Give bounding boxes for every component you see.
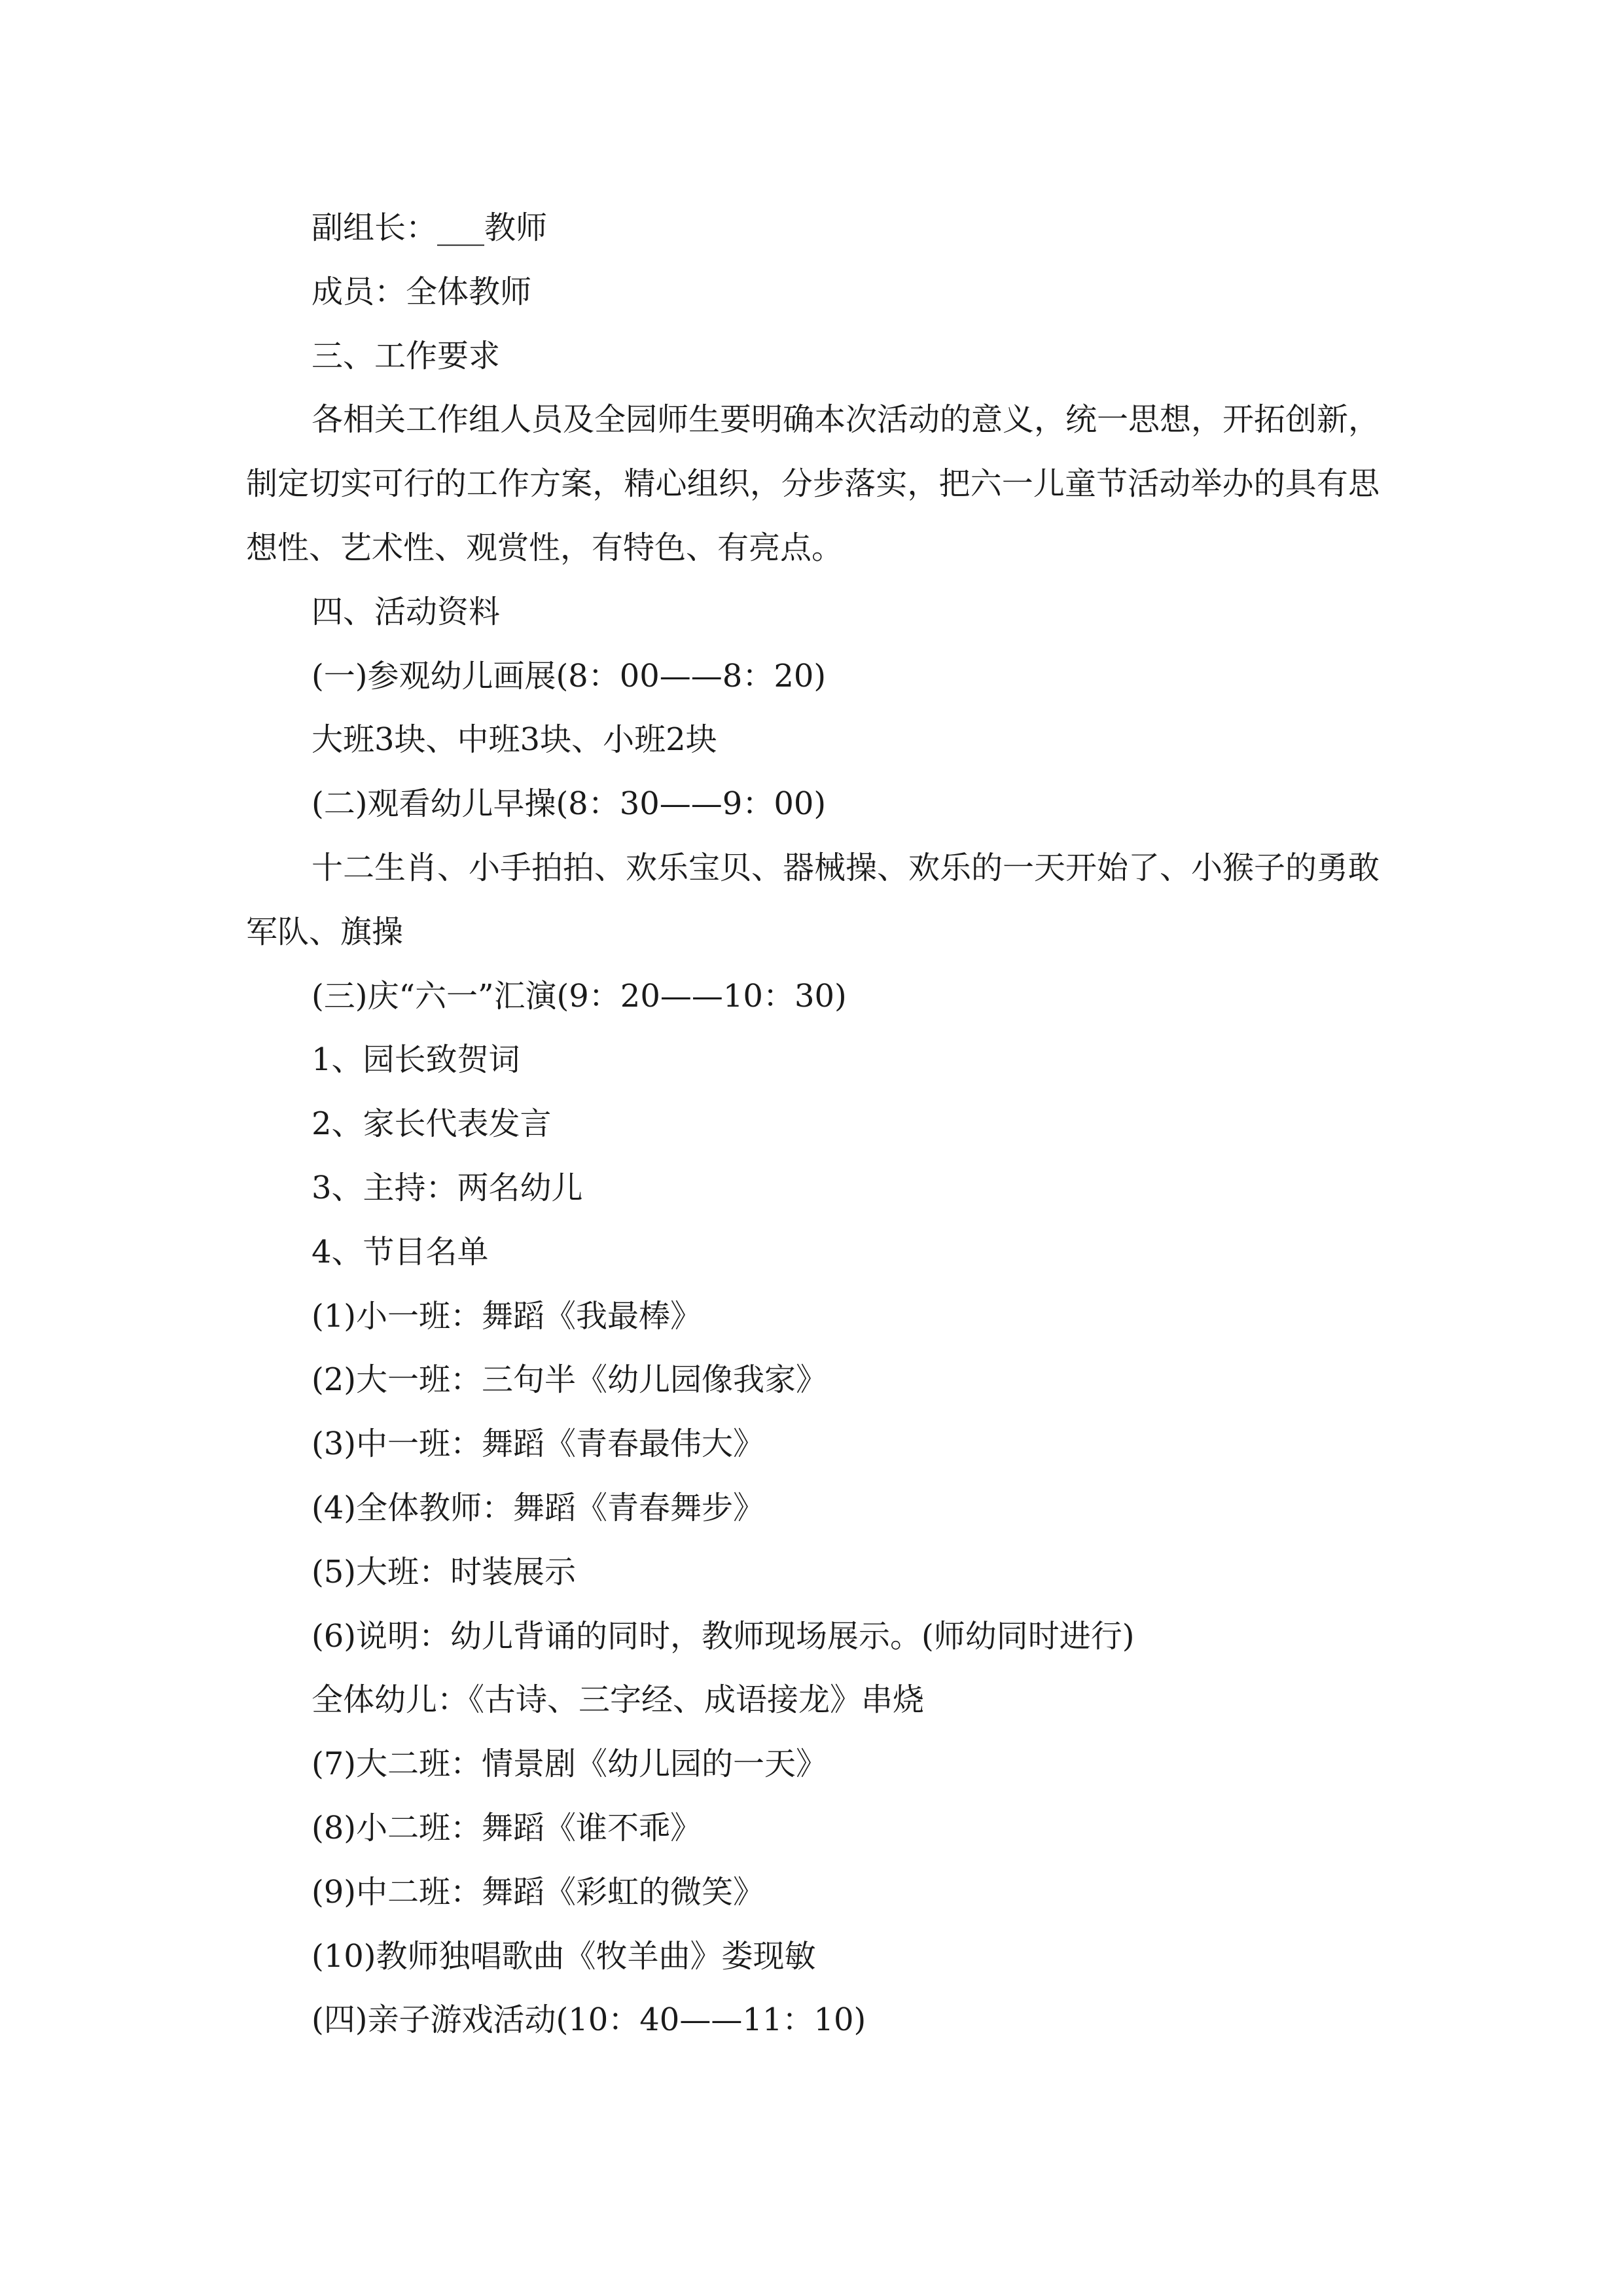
part-three-heading: (三)庆“六一”汇演(9：20——10：30) [312,977,847,1014]
program-item-detail: 全体幼儿：《古诗、三字经、成语接龙》串烧 [312,1681,925,1719]
program-item: (6)说明：幼儿背诵的同时，教师现场展示。(师幼同时进行) [312,1617,1135,1655]
program-item: (8)小二班：舞蹈《谁不乖》 [312,1809,702,1846]
part-two-heading: (二)观看幼儿早操(8：30——9：00) [312,785,827,823]
list-item: 3、主持：两名幼儿 [312,1169,583,1206]
program-item: (4)全体教师：舞蹈《青春舞步》 [312,1489,764,1526]
program-item: (2)大一班：三句半《幼儿园像我家》 [312,1361,827,1399]
program-item: (10)教师独唱歌曲《牧羊曲》娄现敏 [312,1937,816,1975]
members-line: 成员：全体教师 [312,273,532,310]
section-three-heading: 三、工作要求 [312,337,501,374]
part-one-detail: 大班3块、中班3块、小班2块 [312,721,717,759]
program-item: (3)中一班：舞蹈《青春最伟大》 [312,1426,764,1463]
part-four-heading: (四)亲子游戏活动(10：40——11：10) [312,2001,866,2039]
list-item: 1、园长致贺词 [312,1041,520,1079]
requirements-paragraph: 各相关工作组人员及全园师生要明确本次活动的意义，统一思想，开拓创新，制定切实可行的工作方案，精心组织，分步落实，把六一儿童节活动举办的具有思想性、艺术性、观赏性，有特色、有亮点。 [246,401,1380,566]
program-item: (1)小一班：舞蹈《我最棒》 [312,1297,702,1335]
list-item: 4、节目名单 [312,1233,489,1270]
section-four-heading: 四、活动资料 [312,593,501,630]
program-item: (9)中二班：舞蹈《彩虹的微笑》 [312,1873,764,1910]
document-body [246,196,1380,2053]
part-one-heading: (一)参观幼儿画展(8：00——8：20) [312,657,827,694]
part-two-detail: 十二生肖、小手拍拍、欢乐宝贝、器械操、欢乐的一天开始了、小猴子的勇敢军队、旗操 [246,849,1380,950]
list-item: 2、家长代表发言 [312,1105,552,1143]
program-item: (7)大二班：情景剧《幼儿园的一天》 [312,1746,827,1783]
vice-leader-line: 副组长：___教师 [312,209,548,246]
program-item: (5)大班：时装展示 [312,1553,576,1590]
